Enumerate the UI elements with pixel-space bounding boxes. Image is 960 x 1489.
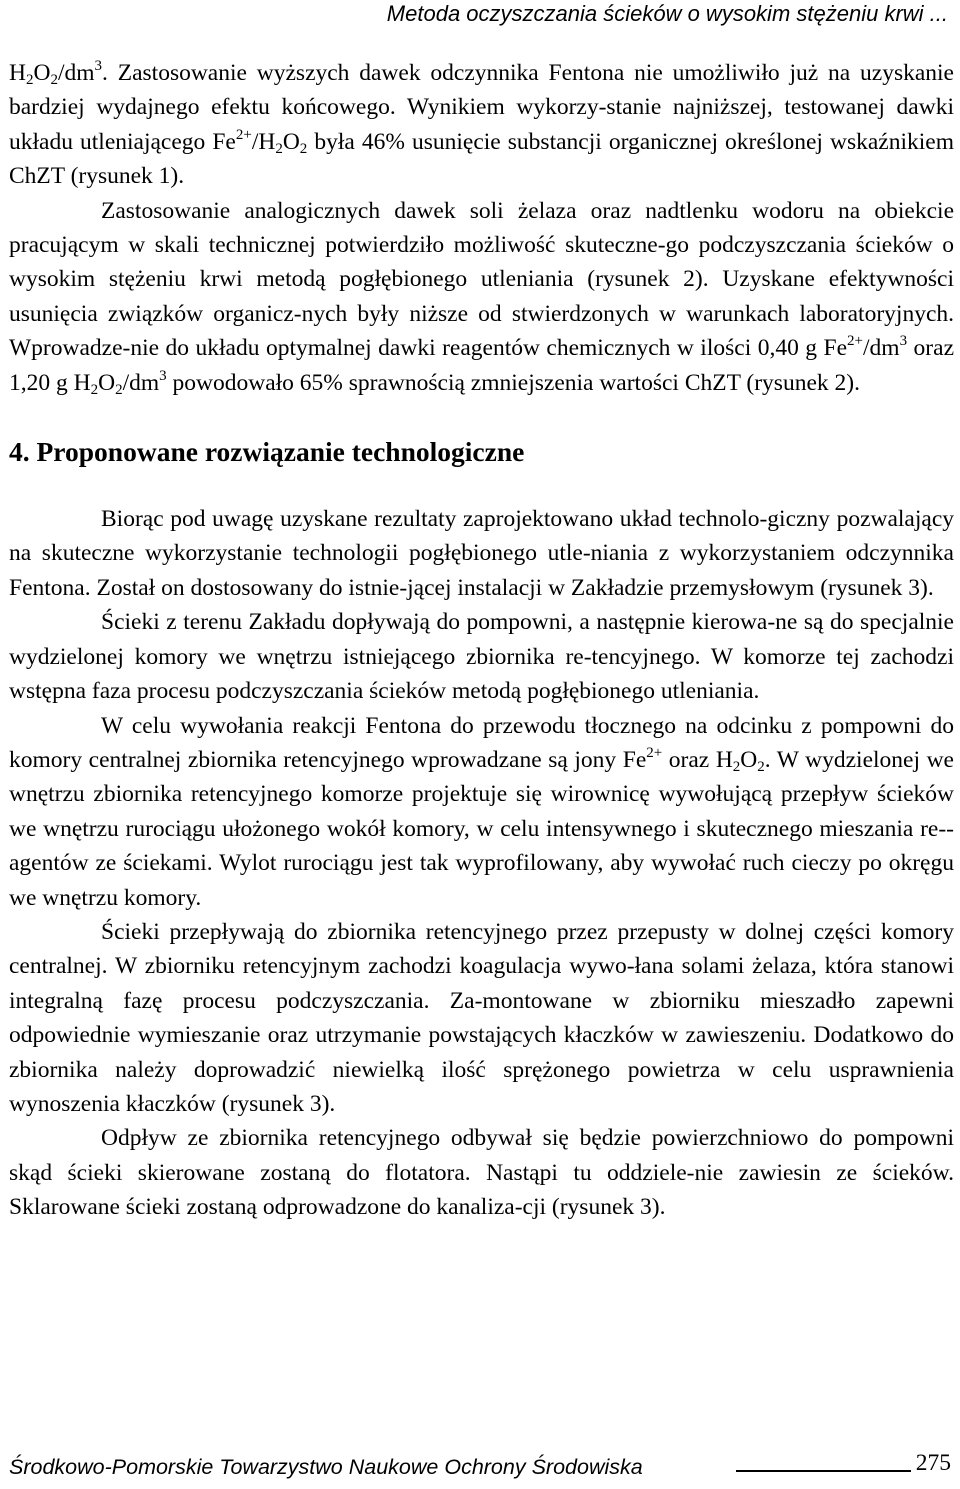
paragraph-4: Ścieki z terenu Zakładu dopływają do pompowni, a następnie kierowa-ne są do specjalnie wydzielonej komory we wnętrzu istniejącego zbiornika re-tencyjnego. W komorze tej zachodzi wstępna faza procesu podczyszczania ścieków metodą pogłębionego utleniania. [9, 609, 954, 705]
body-text [9, 56, 954, 1225]
footer-journal-name: Środkowo-Pomorskie Towarzystwo Naukowe Ochrony Środowiska [9, 1455, 643, 1479]
paragraph-7: Odpływ ze zbiornika retencyjnego odbywał się będzie powierzchniowo do pompowni skąd ścieki skierowane zostaną do flotatora. Nastąpi tu oddziele-nie zawiesin ze ścieków. Sklarowane ścieki zostaną odprowadzone do kanaliza-cji (rysunek 3). [9, 1125, 954, 1221]
spacer [9, 400, 954, 434]
page-footer [9, 1450, 951, 1480]
page-number: 275 [915, 1450, 951, 1476]
paragraph-6: Ścieki przepływają do zbiornika retencyjnego przez przepusty w dolnej części komory centralnej. W zbiorniku retencyjnym zachodzi koagulacja wywo-łana solami żelaza, która stanowi integralną fazę procesu podczyszczania. Za-montowane w zbiorniku mieszadło zapewni odpowiednie wymieszanie oraz utrzymanie powstających kłaczków w zawieszeniu. Dodatkowo do zbiornika należy doprowadzić niewielką ilość sprężonego powietrza w celu usprawnienia wynoszenia kłaczków (rysunek 3). [9, 918, 954, 1117]
section-heading: 4. Proponowane rozwiązanie technologiczne [9, 436, 525, 468]
paragraph-2: Zastosowanie analogicznych dawek soli żelaza oraz nadtlenku wodoru na obiekcie pracującym w skali technicznej potwierdziło możliwość skuteczne-go podczyszczania ścieków o wysokim stężeniu krwi metodą pogłębionego utleniania (rysunek 2). Uzyskane efektywności usunięcia związków organicz-nych były niższe od stwierdzonych w warunkach laboratoryjnych. Wprowadze-nie do układu optymalnej dawki reagentów chemicznych w ilości 0,40 g $Fe^{2+}/dm^3$ oraz 1,20 g $H_2O_2/dm^3$ powodowało 65% sprawnością zmniejszenia wartości ChZT (rysunek 2). [9, 197, 954, 398]
footer-rule [736, 1470, 911, 1472]
running-header: Metoda oczyszczania ścieków o wysokim stężeniu krwi ... [386, 1, 948, 26]
paragraph-1: $H_2O_2/dm^3$. Zastosowanie wyższych dawek odczynnika Fentona nie umożliwiło już na uzyskanie bardziej wydajnego efektu końcowego. Wynikiem wykorzy-stanie najniższej, testowanej dawki układu utleniającego $Fe^{2+}/H_2O_2$ była 46% usunięcie substancji organicznej określonej wskaźnikiem ChZT (rysunek 1). [9, 58, 954, 190]
paragraph-3: Biorąc pod uwagę uzyskane rezultaty zaprojektowano układ technolo-giczny pozwalający na skuteczne wykorzystanie technologii pogłębionego utle-niania z wykorzystaniem odczynnika Fentona. Został on dostosowany do istnie-jącej instalacji w Zakładzie przemysłowym (rysunek 3). [9, 506, 954, 601]
paragraph-5: W celu wywołania reakcji Fentona do przewodu tłocznego na odcinku z pompowni do komory centralnej zbiornika retencyjnego wprowadzane są jony $Fe^{2+}$ oraz $H_2O_2$. W wydzielonej we wnętrzu zbiornika retencyjnego komorze projektuje się wirownicę wywołującą przepływ ścieków we wnętrzu rurociągu ułożonego wokół komory, w celu intensywnego i skutecznego mieszania re-agentów ze ściekami. Wylot rurociągu jest tak wyprofilowany, aby wywołać ruch cieczy po okręgu we wnętrzu komory. [9, 712, 954, 911]
